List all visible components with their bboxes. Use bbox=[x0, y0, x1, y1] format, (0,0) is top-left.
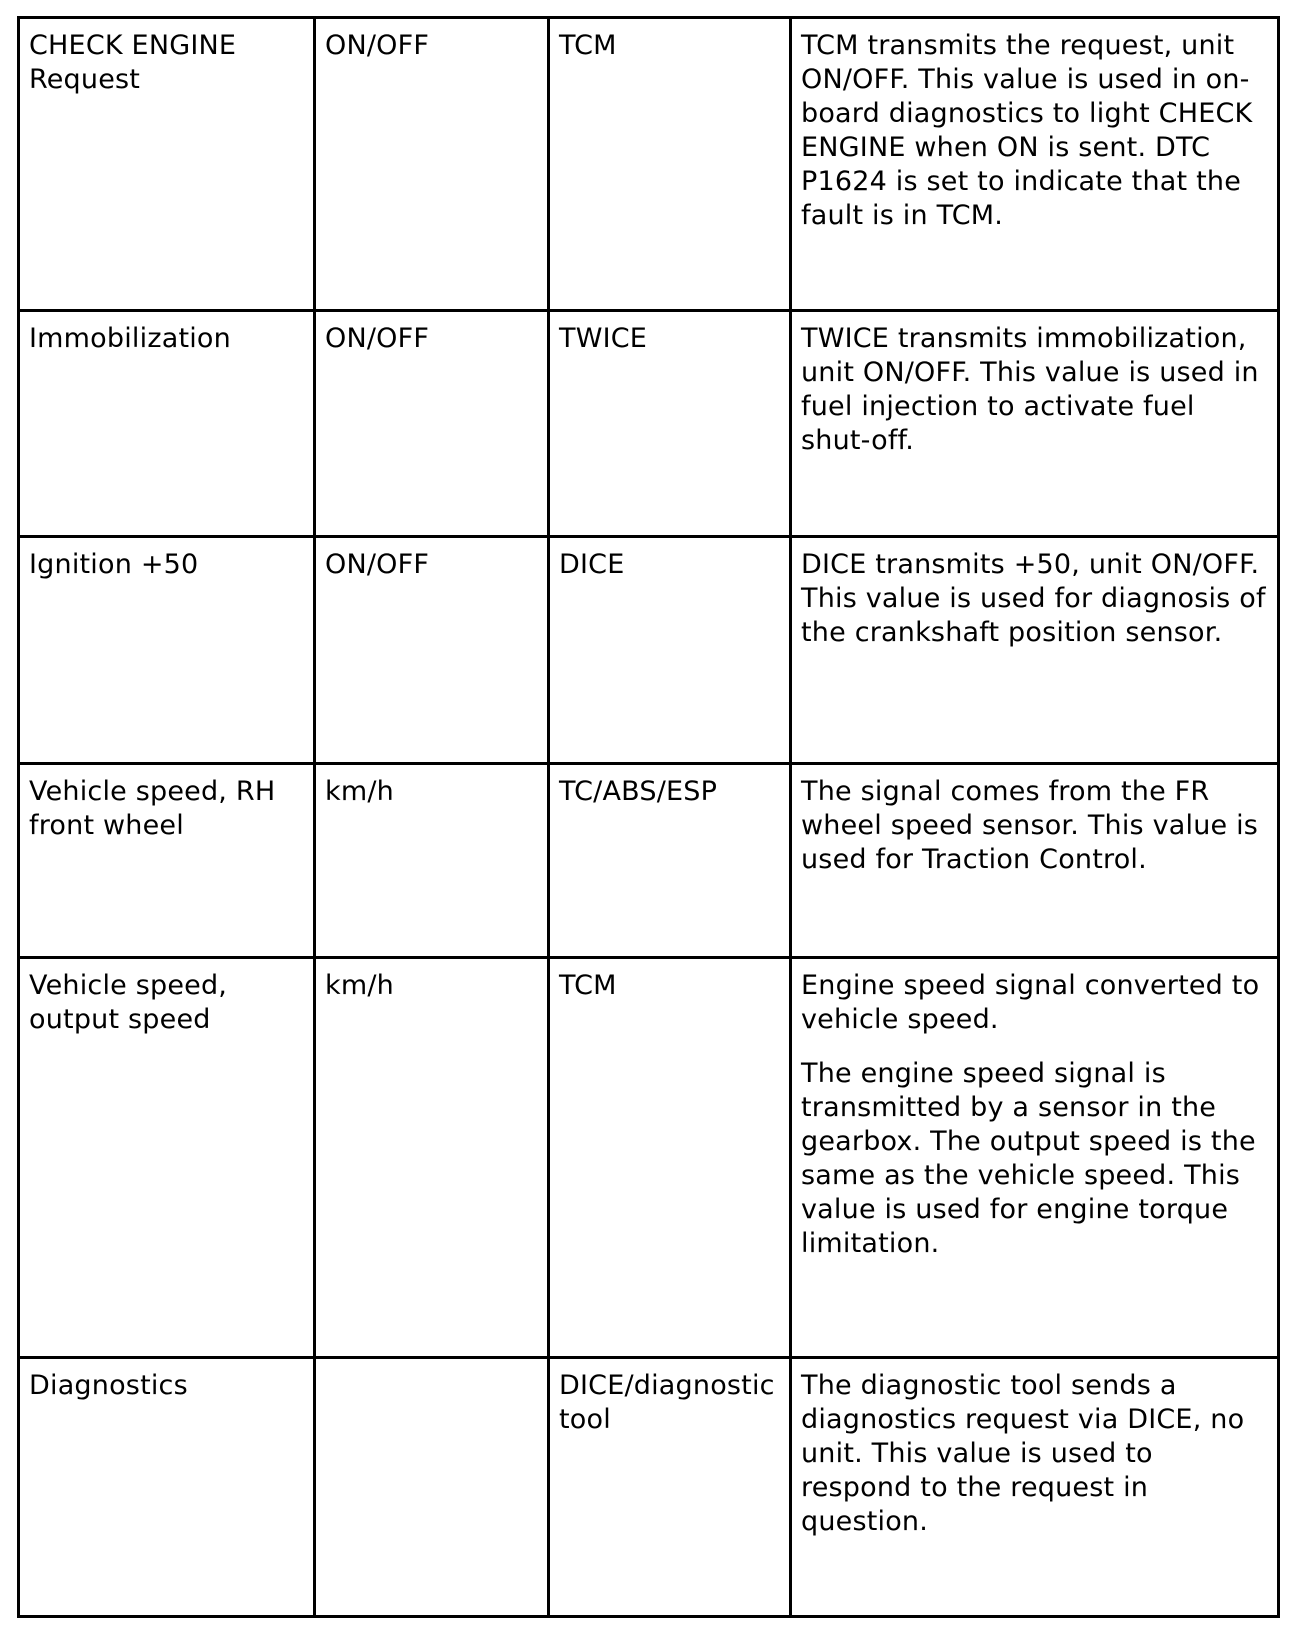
table-row bbox=[19, 311, 1279, 537]
table-row bbox=[19, 1358, 1279, 1617]
signal-name-cell: Vehicle speed, output speed bbox=[19, 958, 315, 1358]
table-row bbox=[19, 764, 1279, 958]
description-paragraph: The engine speed signal is transmitted by a sensor in the gearbox. The output speed is the same as the vehicle speed. This value is used for engine torque limitation. bbox=[801, 1058, 1256, 1259]
description-cell bbox=[791, 958, 1279, 1358]
signal-table bbox=[17, 16, 1280, 1618]
source-cell: DICE/diagnostic tool bbox=[549, 1358, 791, 1617]
description-paragraph: The diagnostic tool sends a diagnostics request via DICE, no unit. This value is used to respond to the request in question. bbox=[801, 1370, 1245, 1537]
description-paragraph: TCM transmits the request, unit ON/OFF. This value is used in on-board diagnostics to light CHECK ENGINE when ON is sent. DTC P1624 is set to indicate that the fault is in TCM. bbox=[801, 30, 1253, 231]
unit-cell: ON/OFF bbox=[315, 537, 549, 764]
table-row bbox=[19, 537, 1279, 764]
description-cell bbox=[791, 1358, 1279, 1617]
description-cell bbox=[791, 537, 1279, 764]
signal-name-cell: Immobilization bbox=[19, 311, 315, 537]
source-cell: TWICE bbox=[549, 311, 791, 537]
signal-name-cell: Diagnostics bbox=[19, 1358, 315, 1617]
description-paragraph: Engine speed signal converted to vehicle speed. bbox=[801, 970, 1260, 1035]
description-cell bbox=[791, 311, 1279, 537]
description-cell bbox=[791, 18, 1279, 311]
unit-cell: ON/OFF bbox=[315, 311, 549, 537]
table-row bbox=[19, 958, 1279, 1358]
unit-cell: ON/OFF bbox=[315, 18, 549, 311]
source-cell: TCM bbox=[549, 958, 791, 1358]
unit-cell: km/h bbox=[315, 958, 549, 1358]
table-row bbox=[19, 18, 1279, 311]
description-paragraph: The signal comes from the FR wheel speed sensor. This value is used for Traction Control. bbox=[801, 776, 1259, 875]
source-cell: DICE bbox=[549, 537, 791, 764]
unit-cell: km/h bbox=[315, 764, 549, 958]
source-cell: TCM bbox=[549, 18, 791, 311]
signal-name-cell: CHECK ENGINE Request bbox=[19, 18, 315, 311]
signal-name-cell: Vehicle speed, RH front wheel bbox=[19, 764, 315, 958]
description-paragraph: TWICE transmits immobilization, unit ON/OFF. This value is used in fuel injection to activate fuel shut-off. bbox=[801, 323, 1259, 456]
description-cell bbox=[791, 764, 1279, 958]
description-paragraph: DICE transmits +50, unit ON/OFF. This value is used for diagnosis of the crankshaft position sensor. bbox=[801, 549, 1266, 648]
signal-name-cell: Ignition +50 bbox=[19, 537, 315, 764]
unit-cell bbox=[315, 1358, 549, 1617]
source-cell: TC/ABS/ESP bbox=[549, 764, 791, 958]
